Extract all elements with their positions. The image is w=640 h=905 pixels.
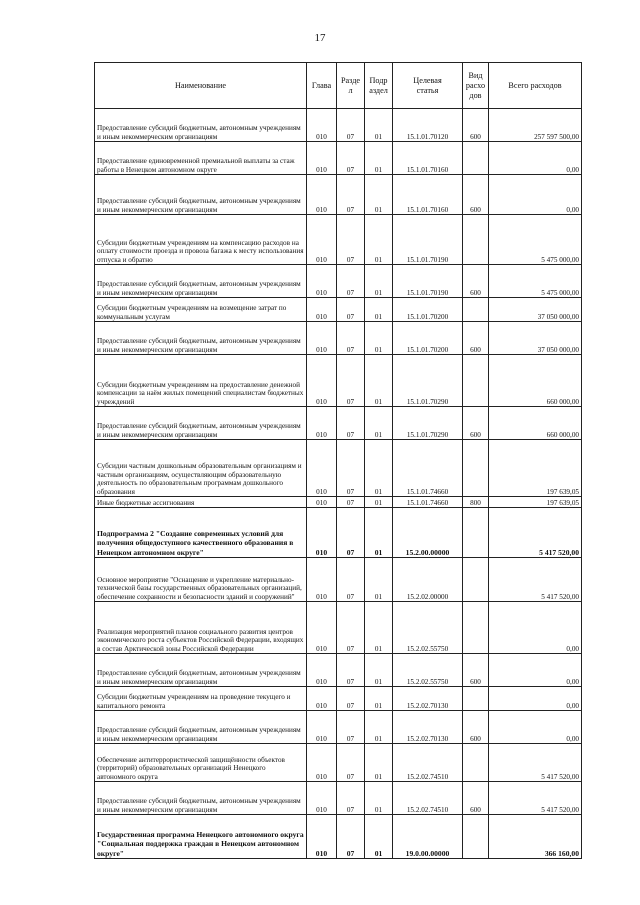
cell-subsection: 01: [365, 265, 393, 298]
table-row: [95, 407, 582, 440]
cell-chapter: 010: [307, 142, 337, 175]
cell-chapter: 010: [307, 407, 337, 440]
page-number: 17: [314, 32, 326, 44]
header-expense-type: Вид расхо дов: [463, 63, 489, 109]
cell-chapter: 010: [307, 782, 337, 815]
cell-subsection: 01: [365, 508, 393, 558]
cell-target-article: 15.2.02.55750: [393, 654, 463, 687]
cell-section: 07: [337, 602, 365, 654]
cell-section: 07: [337, 815, 365, 859]
cell-expense-type: [463, 815, 489, 859]
cell-chapter: 010: [307, 654, 337, 687]
cell-section: 07: [337, 175, 365, 215]
table-row: [95, 558, 582, 602]
cell-total: 0,00: [489, 175, 582, 215]
cell-total: 660 000,00: [489, 355, 582, 407]
cell-expense-type: 600: [463, 407, 489, 440]
cell-subsection: 01: [365, 355, 393, 407]
cell-total: 197 639,05: [489, 497, 582, 508]
cell-total: 0,00: [489, 654, 582, 687]
cell-chapter: 010: [307, 355, 337, 407]
table-row: [95, 142, 582, 175]
cell-section: 07: [337, 109, 365, 142]
table-row: [95, 109, 582, 142]
cell-expense-type: 600: [463, 711, 489, 744]
cell-subsection: 01: [365, 654, 393, 687]
cell-expense-type: 600: [463, 265, 489, 298]
cell-expense-type: 600: [463, 175, 489, 215]
cell-total: 37 050 000,00: [489, 298, 582, 322]
cell-total: 660 000,00: [489, 407, 582, 440]
cell-section: 07: [337, 497, 365, 508]
cell-target-article: 15.1.01.70200: [393, 298, 463, 322]
table-row: [95, 440, 582, 497]
cell-expense-type: [463, 440, 489, 497]
cell-chapter: 010: [307, 298, 337, 322]
cell-chapter: 010: [307, 711, 337, 744]
cell-chapter: 010: [307, 109, 337, 142]
cell-section: 07: [337, 142, 365, 175]
cell-chapter: 010: [307, 322, 337, 355]
cell-subsection: 01: [365, 711, 393, 744]
table-row: [95, 602, 582, 654]
cell-target-article: 15.1.01.70190: [393, 265, 463, 298]
cell-name: Предоставление субсидий бюджетным, автономным учреждениям и иным некоммерческим организациям: [95, 109, 307, 142]
cell-subsection: 01: [365, 602, 393, 654]
cell-total: 5 417 520,00: [489, 744, 582, 782]
cell-chapter: 010: [307, 815, 337, 859]
cell-subsection: 01: [365, 175, 393, 215]
cell-name: Субсидии бюджетным учреждениям на возмещение затрат по коммунальным услугам: [95, 298, 307, 322]
cell-total: 5 417 520,00: [489, 782, 582, 815]
cell-chapter: 010: [307, 508, 337, 558]
cell-name: Предоставление субсидий бюджетным, автономным учреждениям и иным некоммерческим организациям: [95, 407, 307, 440]
cell-total: 5 475 000,00: [489, 265, 582, 298]
cell-target-article: 15.1.01.70160: [393, 175, 463, 215]
cell-target-article: 15.2.02.00000: [393, 558, 463, 602]
cell-total: 0,00: [489, 602, 582, 654]
cell-name: Субсидии бюджетным учреждениям на предоставление денежной компенсации за наём жилых помещений специалистам бюджетных учреждений: [95, 355, 307, 407]
cell-subsection: 01: [365, 782, 393, 815]
cell-subsection: 01: [365, 497, 393, 508]
cell-target-article: 15.1.01.70200: [393, 322, 463, 355]
cell-section: 07: [337, 265, 365, 298]
cell-expense-type: [463, 142, 489, 175]
cell-subsection: 01: [365, 109, 393, 142]
cell-section: 07: [337, 508, 365, 558]
cell-chapter: 010: [307, 558, 337, 602]
cell-total: 0,00: [489, 142, 582, 175]
cell-subsection: 01: [365, 440, 393, 497]
cell-target-article: 19.0.00.00000: [393, 815, 463, 859]
cell-section: 07: [337, 711, 365, 744]
cell-expense-type: [463, 355, 489, 407]
cell-section: 07: [337, 355, 365, 407]
header-section: Разде л: [337, 63, 365, 109]
cell-expense-type: 600: [463, 654, 489, 687]
cell-target-article: 15.1.01.70120: [393, 109, 463, 142]
cell-subsection: 01: [365, 322, 393, 355]
cell-name: Субсидии бюджетным учреждениям на компенсацию расходов на оплату стоимости проезда и провоза багажа к месту использования отпуска и обратно: [95, 215, 307, 265]
cell-subsection: 01: [365, 558, 393, 602]
cell-section: 07: [337, 558, 365, 602]
cell-chapter: 010: [307, 687, 337, 711]
cell-total: 5 417 520,00: [489, 508, 582, 558]
table-row: [95, 265, 582, 298]
cell-total: 5 475 000,00: [489, 215, 582, 265]
cell-section: 07: [337, 298, 365, 322]
cell-target-article: 15.2.02.70130: [393, 687, 463, 711]
header-target-article: Целевая статья: [393, 63, 463, 109]
cell-name: Предоставление единовременной премиальной выплаты за стаж работы в Ненецком автономном округе: [95, 142, 307, 175]
cell-expense-type: [463, 215, 489, 265]
cell-section: 07: [337, 215, 365, 265]
cell-target-article: 15.2.02.74510: [393, 782, 463, 815]
cell-section: 07: [337, 782, 365, 815]
cell-expense-type: 600: [463, 322, 489, 355]
cell-subsection: 01: [365, 407, 393, 440]
header-total: Всего расходов: [489, 63, 582, 109]
cell-target-article: 15.1.01.70160: [393, 142, 463, 175]
cell-chapter: 010: [307, 265, 337, 298]
cell-section: 07: [337, 322, 365, 355]
cell-target-article: 15.1.01.74660: [393, 497, 463, 508]
cell-section: 07: [337, 407, 365, 440]
cell-chapter: 010: [307, 175, 337, 215]
cell-name: Предоставление субсидий бюджетным, автономным учреждениям и иным некоммерческим организациям: [95, 654, 307, 687]
header-name: Наименование: [95, 63, 307, 109]
cell-total: 257 597 500,00: [489, 109, 582, 142]
cell-name: Предоставление субсидий бюджетным, автономным учреждениям и иным некоммерческим организациям: [95, 175, 307, 215]
cell-name: Предоставление субсидий бюджетным, автономным учреждениям и иным некоммерческим организациям: [95, 265, 307, 298]
table-row: [95, 815, 582, 859]
cell-target-article: 15.1.01.70290: [393, 355, 463, 407]
cell-total: 0,00: [489, 711, 582, 744]
cell-expense-type: 800: [463, 497, 489, 508]
cell-target-article: 15.2.02.70130: [393, 711, 463, 744]
table-row: [95, 322, 582, 355]
cell-name: Обеспечение антитеррористической защищённости объектов (территорий) образовательных организаций Ненецкого автономного округа: [95, 744, 307, 782]
cell-name: Реализация мероприятий планов социального развития центров экономического роста субъектов Российской Федерации, входящих в состав Арктической зоны Российской Федерации: [95, 602, 307, 654]
cell-chapter: 010: [307, 744, 337, 782]
cell-name: Предоставление субсидий бюджетным, автономным учреждениям и иным некоммерческим организациям: [95, 782, 307, 815]
table-row: [95, 744, 582, 782]
table-row: [95, 355, 582, 407]
cell-expense-type: 600: [463, 782, 489, 815]
table-row: [95, 508, 582, 558]
cell-name: Иные бюджетные ассигнования: [95, 497, 307, 508]
cell-expense-type: [463, 687, 489, 711]
table-row: [95, 711, 582, 744]
cell-name: Государственная программа Ненецкого автономного округа "Социальная поддержка граждан в Ненецком автономном округе": [95, 815, 307, 859]
cell-name: Субсидии частным дошкольным образовательным организациям и частным организациям, осуществляющим образовательную деятельность по образовательным программам дошкольного образования: [95, 440, 307, 497]
budget-table: [94, 62, 582, 859]
cell-name: Основное мероприятие "Оснащение и укрепление материально-технической базы государственных образовательных организаций, обеспечение сохранности и безопасности зданий и сооружений": [95, 558, 307, 602]
cell-total: 197 639,05: [489, 440, 582, 497]
cell-section: 07: [337, 440, 365, 497]
cell-total: 366 160,00: [489, 815, 582, 859]
cell-subsection: 01: [365, 142, 393, 175]
cell-target-article: 15.2.02.74510: [393, 744, 463, 782]
cell-expense-type: [463, 744, 489, 782]
table-row: [95, 175, 582, 215]
table-row: [95, 298, 582, 322]
table-row: [95, 687, 582, 711]
table-row: [95, 497, 582, 508]
header-chapter: Глава: [307, 63, 337, 109]
cell-expense-type: 600: [463, 109, 489, 142]
cell-subsection: 01: [365, 744, 393, 782]
cell-section: 07: [337, 654, 365, 687]
cell-name: Предоставление субсидий бюджетным, автономным учреждениям и иным некоммерческим организациям: [95, 322, 307, 355]
cell-name: Субсидии бюджетным учреждениям на проведение текущего и капитального ремонта: [95, 687, 307, 711]
table-row: [95, 782, 582, 815]
cell-chapter: 010: [307, 497, 337, 508]
cell-chapter: 010: [307, 215, 337, 265]
table-header-row: [95, 63, 582, 109]
cell-subsection: 01: [365, 215, 393, 265]
cell-subsection: 01: [365, 815, 393, 859]
cell-section: 07: [337, 687, 365, 711]
cell-target-article: 15.1.01.74660: [393, 440, 463, 497]
cell-subsection: 01: [365, 687, 393, 711]
cell-chapter: 010: [307, 602, 337, 654]
cell-section: 07: [337, 744, 365, 782]
cell-total: 37 050 000,00: [489, 322, 582, 355]
cell-expense-type: [463, 602, 489, 654]
table-body: [95, 109, 582, 859]
cell-total: 0,00: [489, 687, 582, 711]
cell-target-article: 15.1.01.70190: [393, 215, 463, 265]
cell-expense-type: [463, 298, 489, 322]
cell-name: Подпрограмма 2 "Создание современных условий для получения общедоступного качественного образования в Ненецком автономном округе": [95, 508, 307, 558]
table-row: [95, 654, 582, 687]
cell-target-article: 15.2.00.00000: [393, 508, 463, 558]
cell-expense-type: [463, 508, 489, 558]
table-row: [95, 215, 582, 265]
cell-name: Предоставление субсидий бюджетным, автономным учреждениям и иным некоммерческим организациям: [95, 711, 307, 744]
cell-subsection: 01: [365, 298, 393, 322]
cell-expense-type: [463, 558, 489, 602]
cell-target-article: 15.1.01.70290: [393, 407, 463, 440]
cell-chapter: 010: [307, 440, 337, 497]
cell-target-article: 15.2.02.55750: [393, 602, 463, 654]
header-subsection: Подр аздел: [365, 63, 393, 109]
cell-total: 5 417 520,00: [489, 558, 582, 602]
